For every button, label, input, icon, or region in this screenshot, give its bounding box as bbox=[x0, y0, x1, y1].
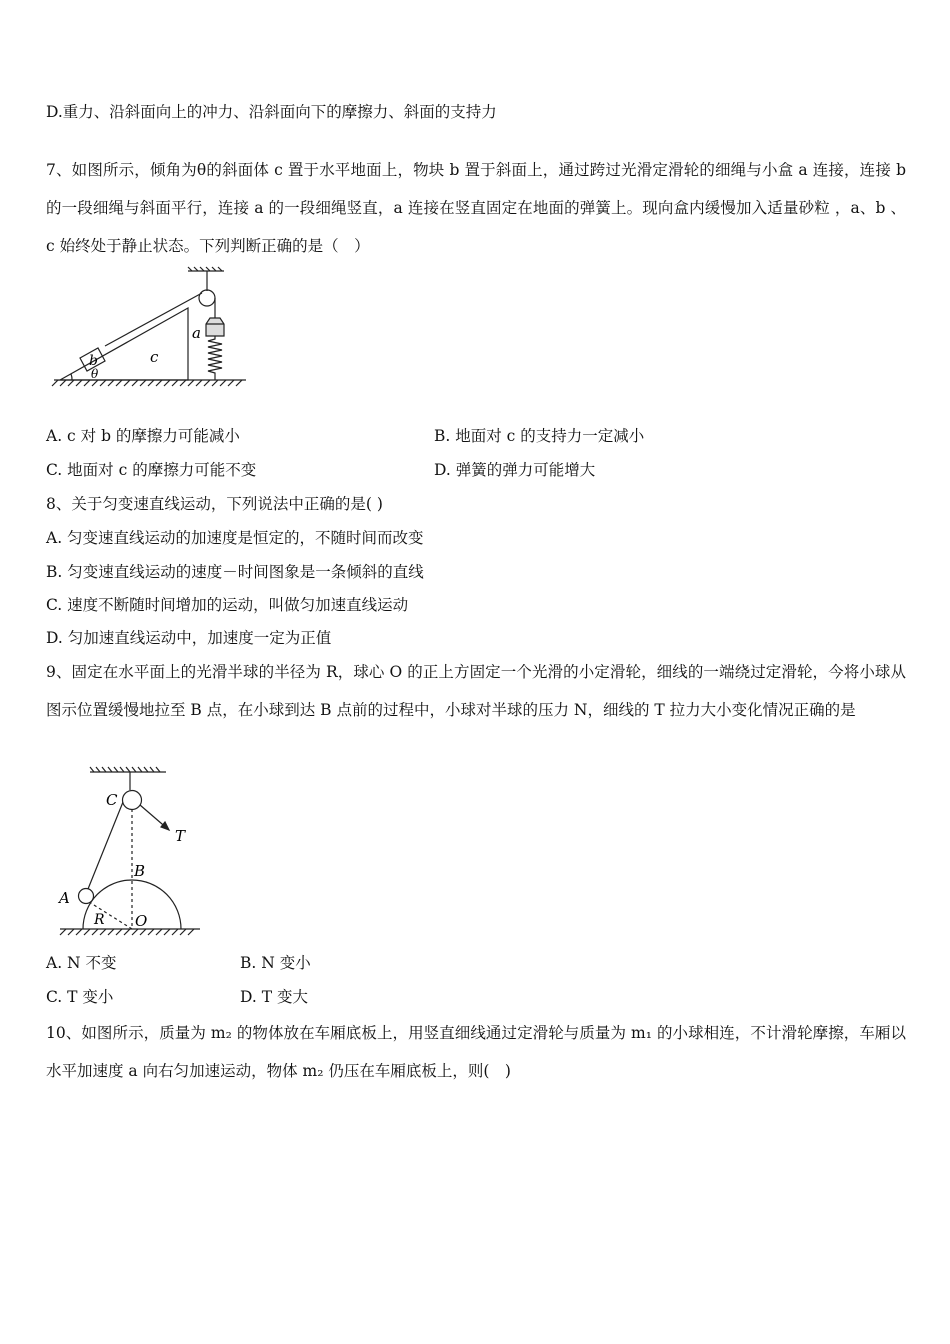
q7-stem: 7、如图所示，倾角为θ的斜面体 c 置于水平地面上，物块 b 置于斜面上，通过跨过光滑定滑轮的细绳与小盒 a 连接，连接 b 的一段细绳与斜面平行，连接 a 的一段细绳竖直，a 连接在竖直固定在地面的弹簧上。现向盒内缓慢加入适量砂粒 ，a、b 、c 始终处于静止状态。下列判断正确的是（ ） bbox=[46, 161, 906, 255]
q9-stem: 9、固定在水平面上的光滑半球的半径为 R，球心 O 的正上方固定一个光滑的小定滑轮，细线的一端绕过定滑轮，今将小球从图示位置缓慢地拉至 B 点，在小球到达 B 点前的过程中，小球对半球的压力 N，细线的 T 拉力大小变化情况正确的是 bbox=[46, 663, 906, 719]
q9-label-C: C bbox=[106, 791, 118, 809]
q7-option-c: C. 地面对 c 的摩擦力可能不变 bbox=[46, 461, 257, 479]
q9-label-O: O bbox=[135, 912, 148, 930]
q9-option-c: C. T 变小 bbox=[46, 988, 114, 1006]
q7-option-b: B. 地面对 c 的支持力一定减小 bbox=[434, 427, 645, 445]
q9-option-d: D. T 变大 bbox=[240, 988, 308, 1006]
q7-option-a: A. c 对 b 的摩擦力可能减小 bbox=[46, 427, 240, 445]
q9-label-T: T bbox=[175, 827, 186, 845]
q7-figure bbox=[46, 266, 256, 392]
q8-stem: 8、关于匀变速直线运动，下列说法中正确的是( ) bbox=[46, 495, 383, 513]
q9-option-b: B. N 变小 bbox=[240, 954, 311, 972]
q7-label-c: c bbox=[150, 348, 159, 366]
q8-option-b: B. 匀变速直线运动的速度－时间图象是一条倾斜的直线 bbox=[46, 563, 424, 581]
q8-option-a: A. 匀变速直线运动的加速度是恒定的，不随时间而改变 bbox=[46, 529, 424, 547]
q9-label-B: B bbox=[134, 862, 146, 880]
q8-option-c: C. 速度不断随时间增加的运动，叫做匀加速直线运动 bbox=[46, 596, 409, 614]
q7-label-b: b bbox=[89, 353, 98, 369]
q9-figure bbox=[52, 766, 212, 944]
q7-label-a: a bbox=[192, 324, 201, 342]
q6-option-d: D.重力、沿斜面向上的冲力、沿斜面向下的摩擦力、斜面的支持力 bbox=[46, 103, 497, 121]
q9-option-a: A. N 不变 bbox=[46, 954, 117, 972]
q10-stem: 10、如图所示，质量为 m₂ 的物体放在车厢底板上，用竖直细线通过定滑轮与质量为 m₁ 的小球相连，不计滑轮摩擦，车厢以水平加速度 a 向右匀加速运动，物体 m₂ 仍压在车厢底板上，则( ) bbox=[46, 1024, 906, 1080]
q7-option-d: D. 弹簧的弹力可能增大 bbox=[434, 461, 596, 479]
q9-label-A: A bbox=[59, 889, 70, 907]
q9-label-R: R bbox=[94, 912, 105, 928]
q8-option-d: D. 匀加速直线运动中，加速度一定为正值 bbox=[46, 629, 332, 647]
q7-label-theta: θ bbox=[91, 367, 99, 381]
